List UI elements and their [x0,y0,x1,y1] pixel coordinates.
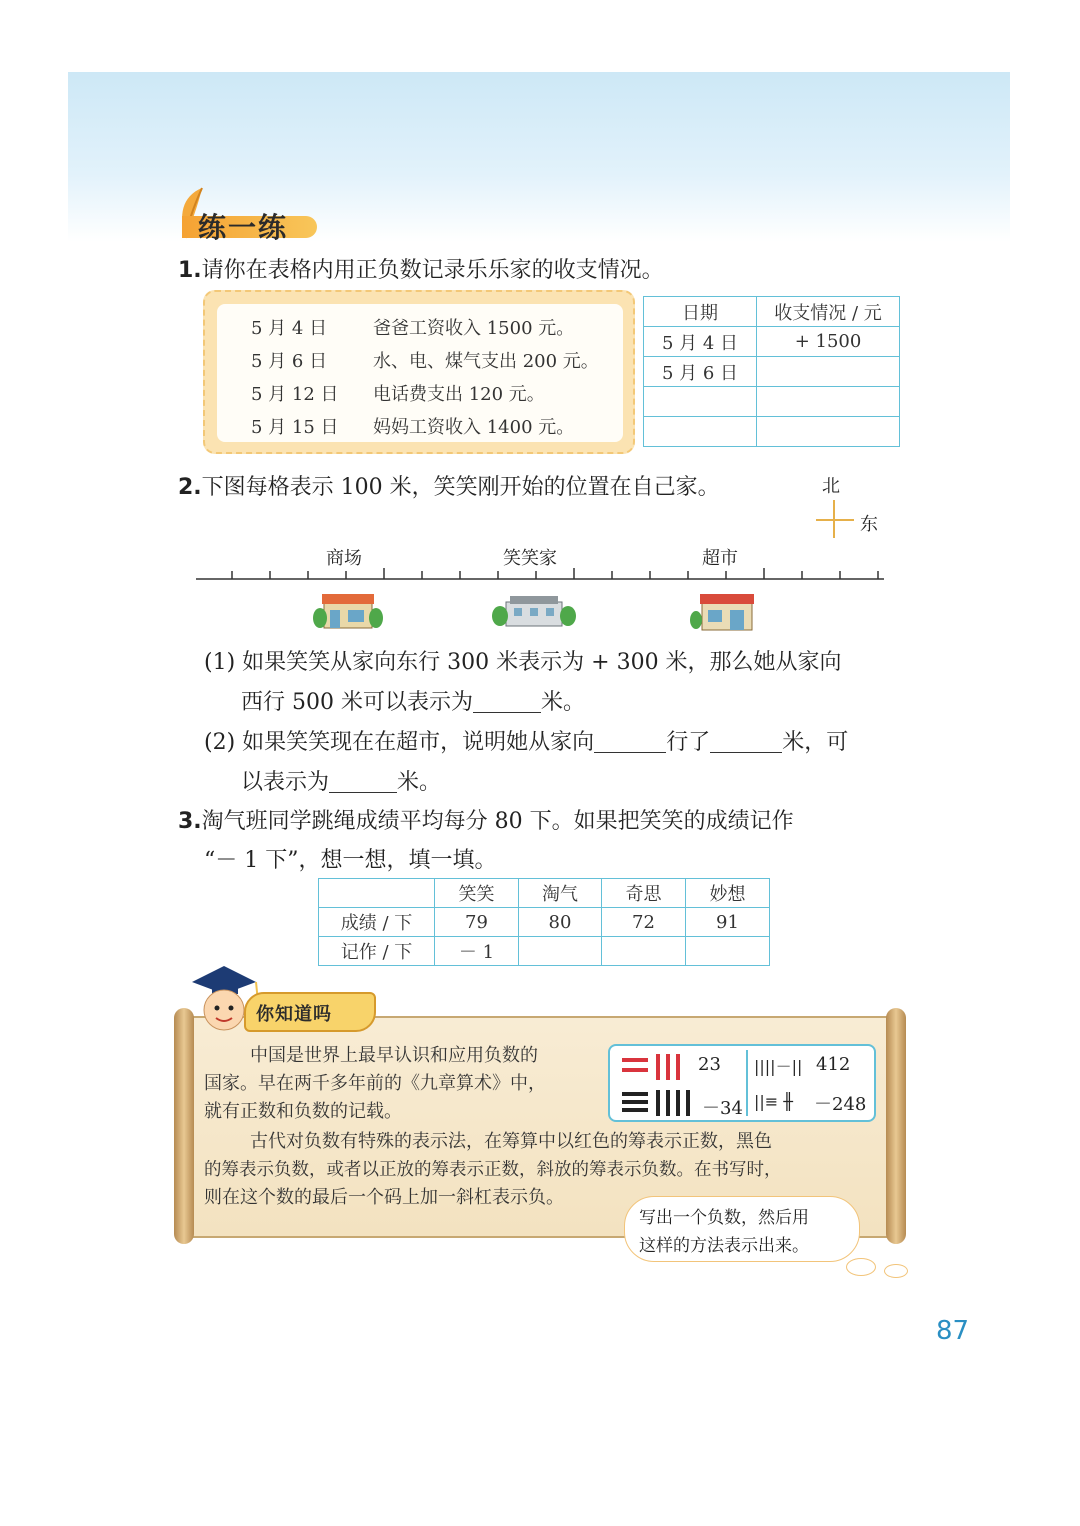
q2-sub2-line2 [241,768,441,798]
page-number: 87 [936,1316,970,1346]
q2-sub1 [204,648,842,678]
table-header-cell: 日期 [644,297,757,327]
q2-sub2-label: (2) [204,730,236,755]
dyk-para1-line: 国家。早在两千多年前的《九章算术》中， [204,1073,546,1094]
q1-number: 1. [178,258,202,283]
table-cell: 79 [435,908,519,937]
table-cell-input[interactable] [757,387,900,417]
q1-record-note [203,290,635,454]
q2-sub1-line2 [241,688,585,718]
table-cell-input[interactable] [757,417,900,447]
scroll-roller-right [886,1008,906,1244]
q2-text: 下图每格表示 100 米，笑笑刚开始的位置在自己家。 [201,475,720,500]
number-line [190,530,890,640]
label-mall: 商场 [326,548,362,569]
thought-bubble-dot [846,1258,876,1276]
q2-sub2-text: 米，可 [782,730,849,755]
compass-north: 北 [822,476,840,497]
section-title: 练一练 [198,211,289,244]
did-you-know-badge [244,992,376,1032]
record-desc: 水、电、煤气支出 200 元。 [373,351,599,372]
table-cell-input[interactable] [519,937,602,966]
divider [746,1050,748,1116]
q1-table [643,296,900,447]
thought-bubble [624,1196,860,1262]
table-cell: 成绩 / 下 [319,908,435,937]
thought-line: 写出一个负数，然后用 [639,1208,809,1228]
answer-blank[interactable] [710,731,782,753]
q3-line1: 淘气班同学跳绳成绩平均每分 80 下。如果把笑笑的成绩记作 [201,809,794,834]
table-cell-input[interactable] [602,937,686,966]
rod-value: 23 [698,1054,721,1075]
table-cell: 5 月 4 日 [644,327,757,357]
dyk-para1-line: 中国是世界上最早认识和应用负数的 [250,1045,538,1066]
table-cell: 91 [686,908,770,937]
q3-prompt [178,807,794,837]
table-header-cell: 奇思 [602,879,686,908]
table-cell-input[interactable] [757,357,900,387]
rod-value: －34 [702,1098,743,1119]
did-you-know-label: 你知道吗 [256,1004,332,1025]
q2-sub2-unit: 米。 [397,770,442,795]
table-cell-input[interactable] [644,417,757,447]
answer-blank[interactable] [594,731,666,753]
table-cell-input[interactable] [644,387,757,417]
dyk-para1-line: 就有正数和负数的记载。 [204,1101,402,1122]
table-header-row [644,297,900,327]
q2-number: 2. [178,475,202,500]
q2-sub2 [204,728,848,758]
record-date: 5 月 4 日 [251,318,328,339]
scroll-roller-left [174,1008,194,1244]
table-row [644,327,900,357]
record-desc: 爸爸工资收入 1500 元。 [373,318,575,339]
rod-value: 412 [816,1054,851,1075]
compass-east: 东 [860,514,878,535]
q2-sub2-text: 如果笑笑现在在超市，说明她从家向 [242,730,595,755]
q1-record-note-inner [217,304,623,442]
table-cell: 72 [602,908,686,937]
thought-bubble-dot [884,1264,908,1278]
table-header-cell: 收支情况 / 元 [757,297,900,327]
table-row [644,417,900,447]
table-row [644,387,900,417]
q2-sub1-label: (1) [204,650,236,675]
house-icon [492,596,576,626]
table-row [319,908,770,937]
q3-table [318,878,770,966]
rod-numeral-examples [608,1044,876,1122]
rod-glyph: ||||－|| [754,1057,803,1076]
q2-sub1-text: 西行 500 米可以表示为 [241,690,473,715]
record-date: 5 月 12 日 [251,384,339,405]
table-header-cell: 笑笑 [435,879,519,908]
q2-sub2-text: 以表示为 [241,770,330,795]
q2-sub1-unit: 米。 [540,690,585,715]
q3-line2: “－ 1 下”，想一想，填一填。 [204,848,497,873]
table-header-cell [319,879,435,908]
record-desc: 电话费支出 120 元。 [373,384,545,405]
table-header-cell: 妙想 [686,879,770,908]
section-header [172,186,322,256]
black-rods-icon [620,1088,700,1118]
q1-prompt [178,256,664,286]
record-date: 5 月 6 日 [251,351,328,372]
rod-glyph: ||≡ ╫ [754,1092,793,1111]
table-cell: 80 [519,908,602,937]
table-cell: 5 月 6 日 [644,357,757,387]
answer-blank[interactable] [473,691,541,713]
q1-text: 请你在表格内用正负数记录乐乐家的收支情况。 [201,258,664,283]
q2-sub2-text: 行了 [666,730,711,755]
answer-blank[interactable] [329,771,397,793]
dyk-para2-line: 古代对负数有特殊的表示法，在筹算中以红色的筹表示正数，黑色 [250,1131,772,1152]
table-cell: + 1500 [757,327,900,357]
dyk-para2-line: 的筹表示负数，或者以正放的筹表示正数，斜放的筹表示负数。在书写时， [204,1160,782,1180]
table-row [644,357,900,387]
red-rods-icon [620,1052,690,1082]
table-header-row [319,879,770,908]
table-header-cell: 淘气 [519,879,602,908]
q2-prompt [178,473,720,503]
supermarket-icon [690,594,754,630]
q2-sub1-line1: 如果笑笑从家向东行 300 米表示为 + 300 米，那么她从家向 [242,650,842,675]
rod-value: －248 [814,1094,867,1115]
number-line-svg [190,530,890,640]
table-row [319,937,770,966]
mall-icon [313,594,383,628]
table-cell: － 1 [435,937,519,966]
table-cell-input[interactable] [686,937,770,966]
dyk-para2-line: 则在这个数的最后一个码上加一斜杠表示负。 [204,1187,564,1208]
thought-line: 这样的方法表示出来。 [639,1236,809,1256]
label-supermarket: 超市 [702,548,738,569]
label-home: 笑笑家 [503,548,557,569]
table-cell: 记作 / 下 [319,937,435,966]
record-desc: 妈妈工资收入 1400 元。 [373,417,575,438]
record-date: 5 月 15 日 [251,417,339,438]
q3-number: 3. [178,809,202,834]
